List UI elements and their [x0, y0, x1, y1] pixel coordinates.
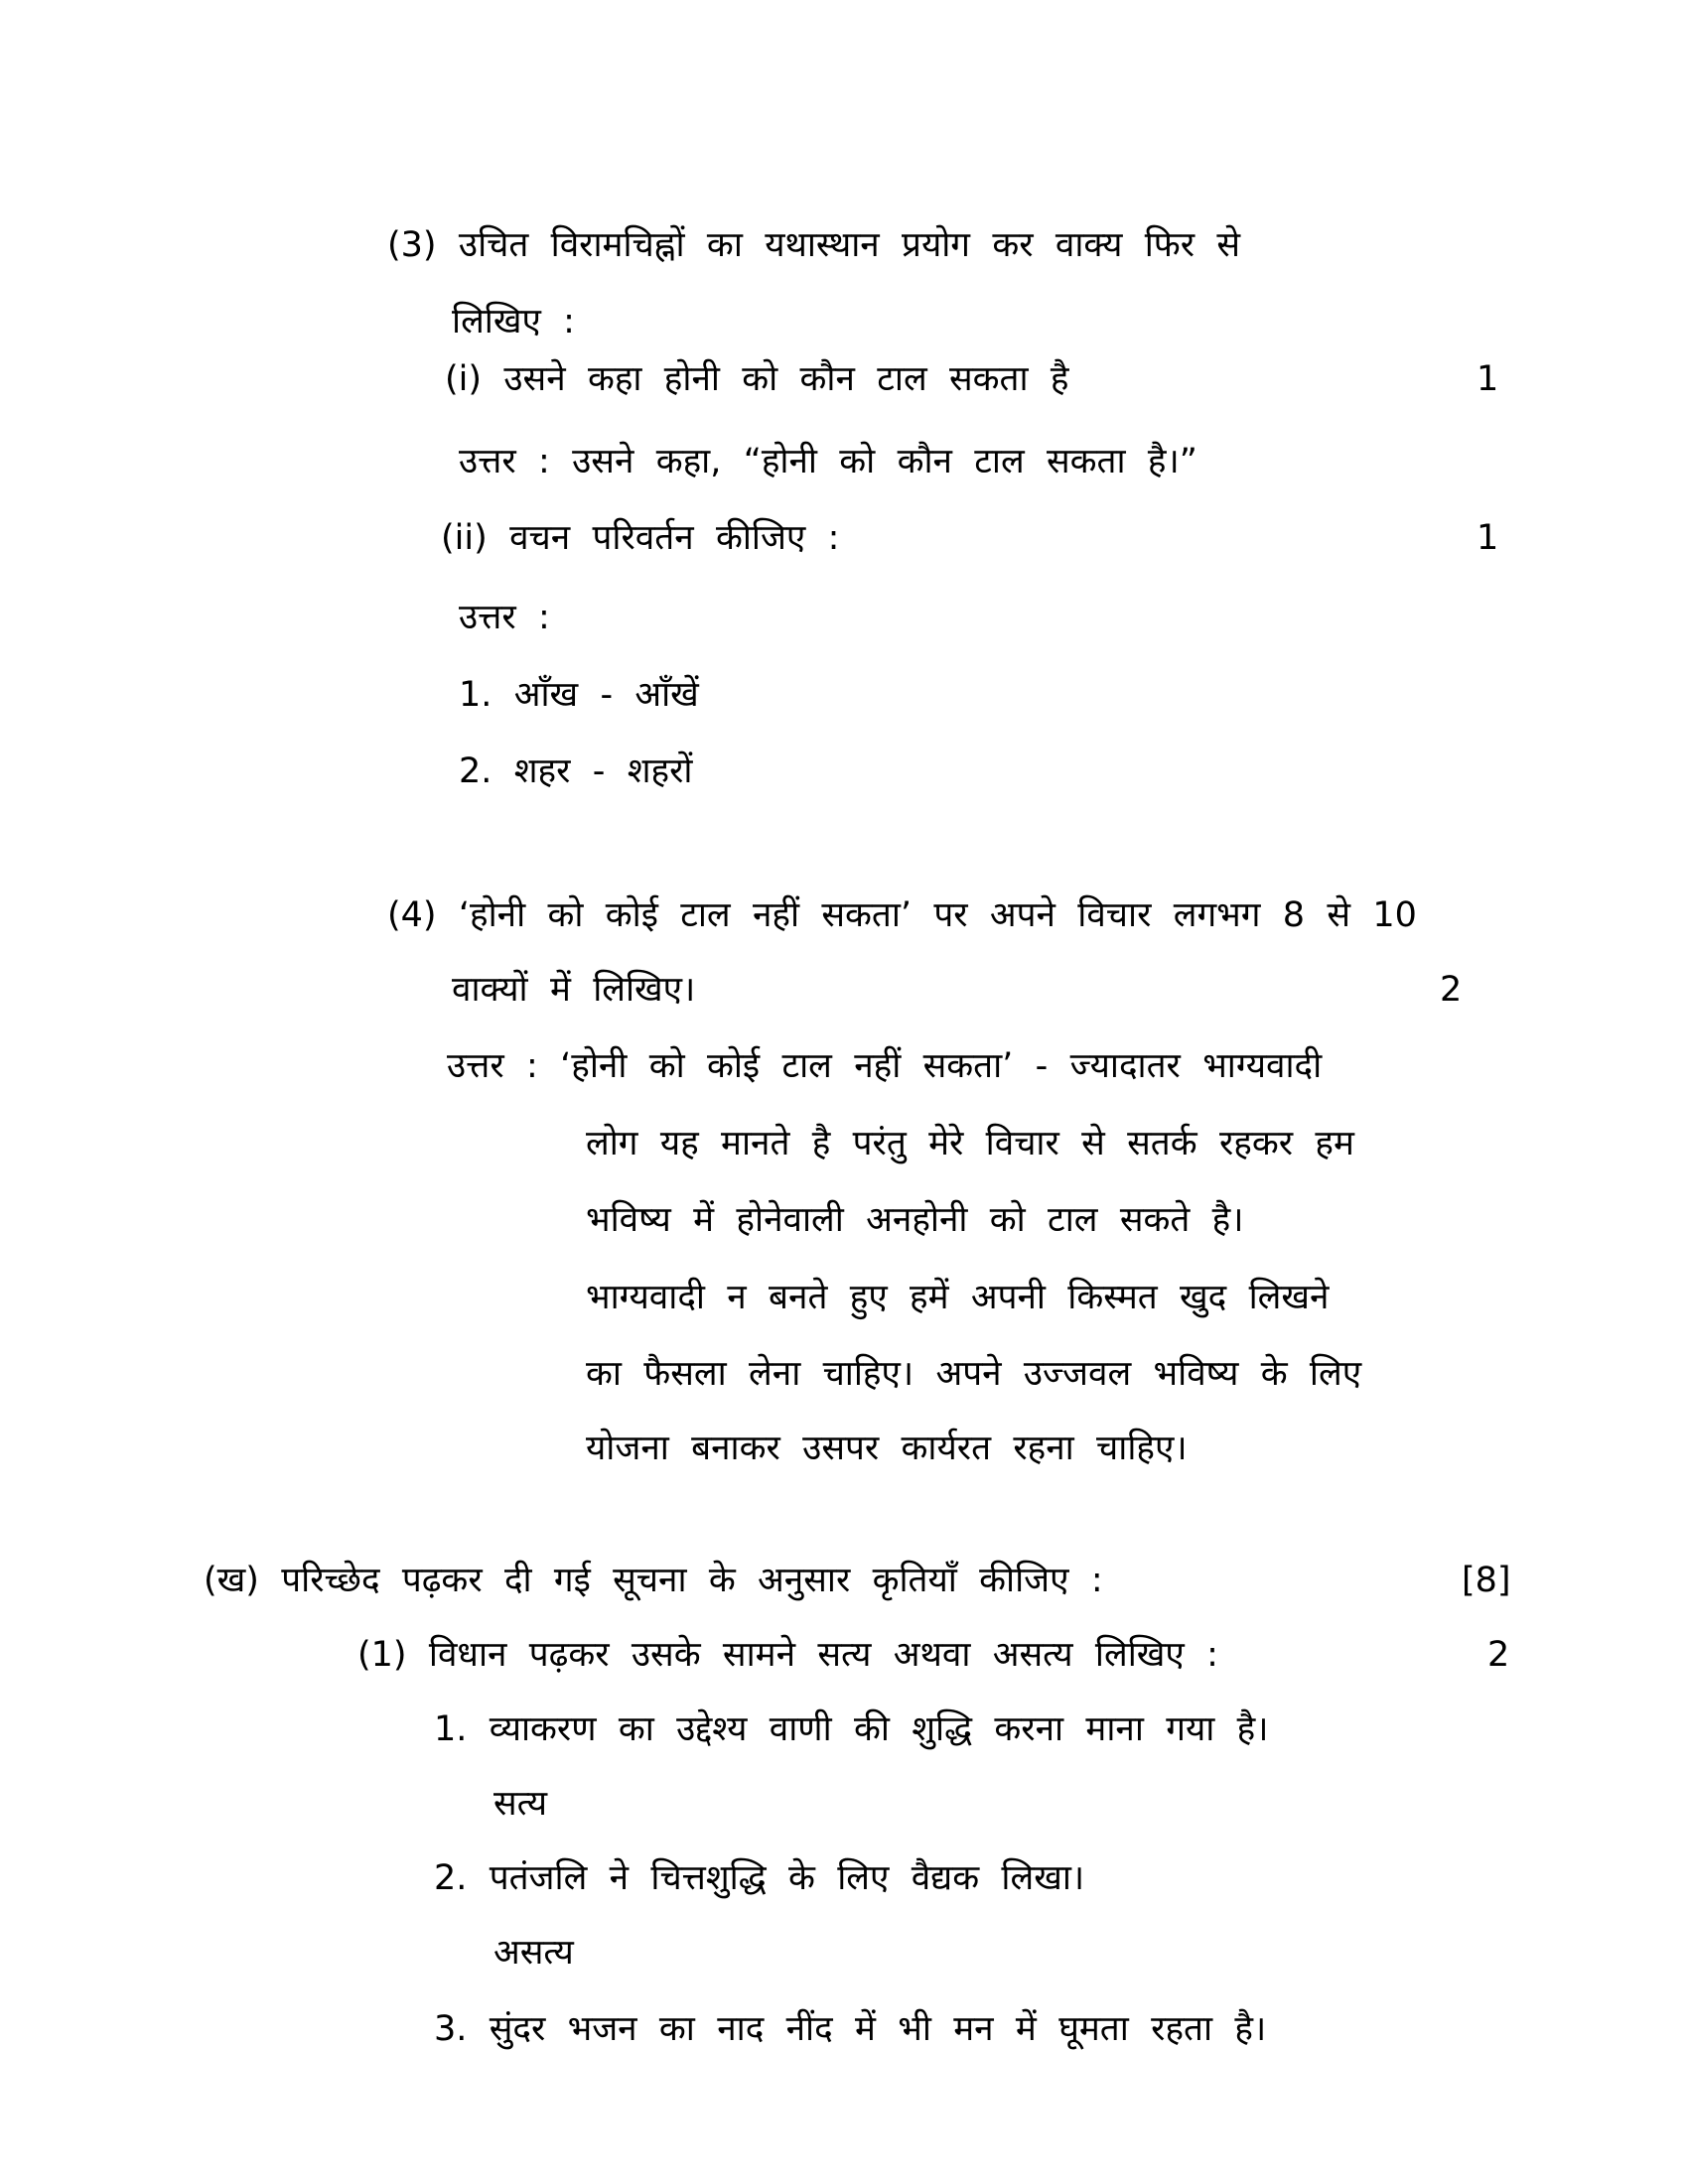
kha-q1-marks: 2 — [1487, 1635, 1510, 1675]
kha-marks: [8] — [1462, 1561, 1511, 1600]
q4-answer-line6: योजना बनाकर उसपर कार्यरत रहना चाहिए। — [586, 1429, 1188, 1468]
q3-sub-ii-item2: 2. शहर - शहरों — [459, 751, 693, 791]
q3-sub-i-answer: उत्तर : उसने कहा, “होनी को कौन टाल सकता है।” — [459, 442, 1197, 481]
q4-heading-line1: (4) ‘होनी को कोई टाल नहीं सकता’ पर अपने विचार लगभग 8 से 10 — [387, 895, 1417, 935]
kha-q1-answer2: असत्य — [493, 1933, 574, 1973]
q4-answer-line1: उत्तर : ‘होनी को कोई टाल नहीं सकता’ - ज्यादातर भाग्यवादी — [447, 1046, 1323, 1086]
q3-sub-ii-item1: 1. आँख - आँखें — [459, 675, 699, 715]
q4-answer-line4: भाग्यवादी न बनते हुए हमें अपनी किस्मत खुद लिखने — [586, 1278, 1330, 1317]
q4-answer-line2: लोग यह मानते है परंतु मेरे विचार से सतर्क रहकर हम — [586, 1124, 1354, 1163]
q3-sub-i-question: (i) उसने कहा होनी को कौन टाल सकता है — [445, 359, 1069, 399]
q4-answer-line3: भविष्य में होनेवाली अनहोनी को टाल सकते है। — [586, 1200, 1244, 1240]
kha-q1-heading: (1) विधान पढ़कर उसके सामने सत्य अथवा असत्य लिखिए : — [357, 1635, 1218, 1675]
kha-q1-statement3: 3. सुंदर भजन का नाद नींद में भी मन में घूमता रहता है। — [434, 2009, 1267, 2049]
q3-sub-ii-marks: 1 — [1477, 518, 1499, 558]
q3-sub-ii-answer-label: उत्तर : — [459, 598, 550, 637]
kha-heading: (ख) परिच्छेद पढ़कर दी गई सूचना के अनुसार कृतियाँ कीजिए : — [204, 1561, 1103, 1600]
q4-answer-line5: का फैसला लेना चाहिए। अपने उज्जवल भविष्य के लिए — [586, 1354, 1362, 1394]
q4-heading-line2: वाक्यों में लिखिए। — [452, 970, 696, 1010]
kha-q1-statement1: 1. व्याकरण का उद्देश्य वाणी की शुद्धि करना माना गया है। — [434, 1709, 1269, 1749]
kha-q1-answer1: सत्य — [493, 1784, 548, 1824]
kha-q1-statement2: 2. पतंजलि ने चित्तशुद्धि के लिए वैद्यक लिखा। — [434, 1858, 1085, 1898]
q3-heading-line1: (3) उचित विरामचिह्नों का यथास्थान प्रयोग कर वाक्य फिर से — [387, 225, 1241, 265]
q3-sub-ii-question: (ii) वचन परिवर्तन कीजिए : — [441, 518, 840, 558]
q3-sub-i-marks: 1 — [1477, 359, 1499, 399]
q4-marks: 2 — [1440, 970, 1463, 1010]
q3-heading-line2: लिखिए : — [452, 302, 575, 341]
